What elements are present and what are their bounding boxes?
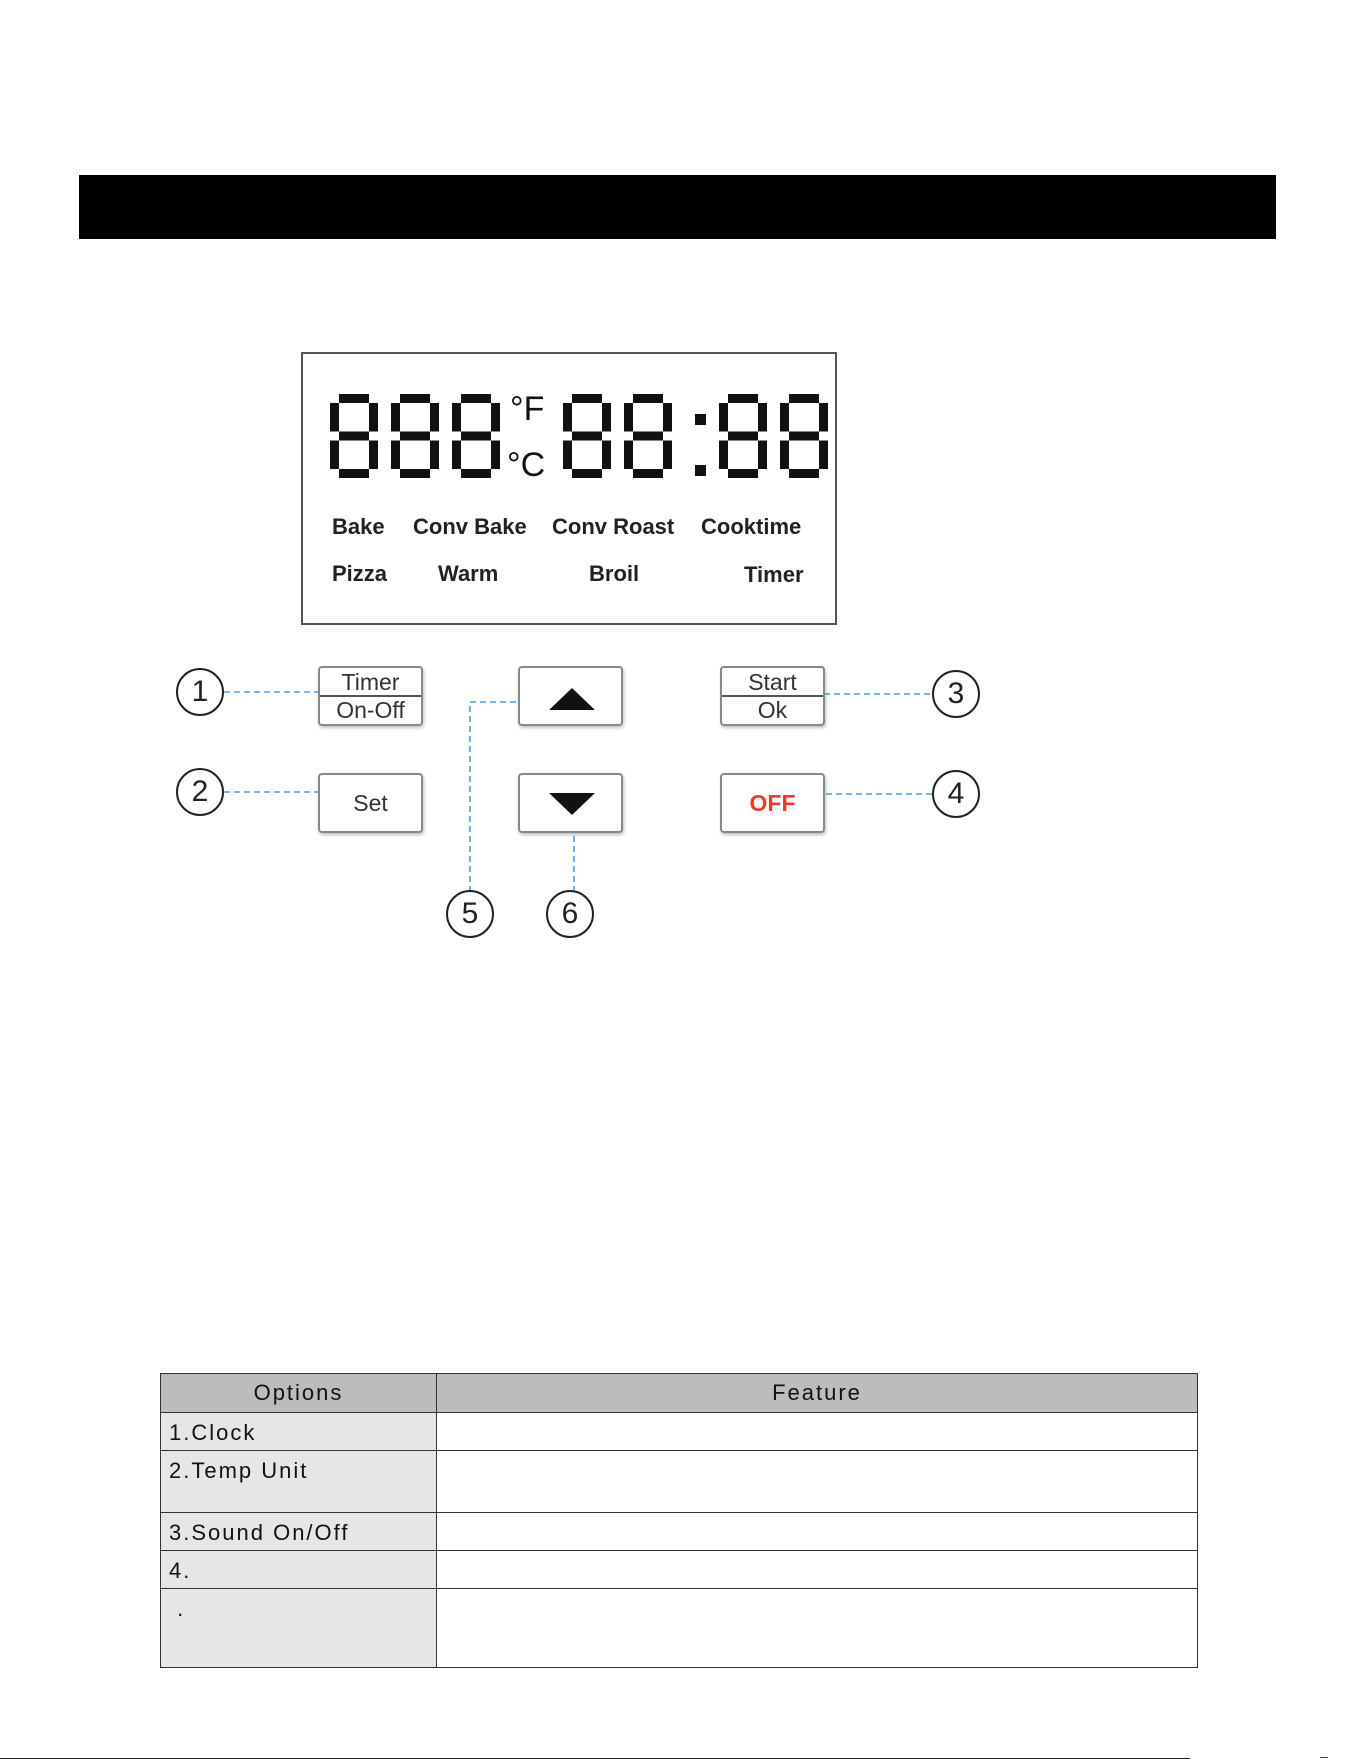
option-cell: . bbox=[161, 1589, 437, 1668]
option-cell: 4. bbox=[161, 1551, 437, 1589]
unit-celsius: °C bbox=[507, 446, 546, 484]
options-table bbox=[160, 1373, 1198, 1668]
feature-cell bbox=[437, 1551, 1198, 1589]
set-button[interactable] bbox=[318, 773, 423, 833]
mode-conv-bake: Conv Bake bbox=[413, 514, 527, 539]
feature-cell bbox=[437, 1589, 1198, 1668]
callout-3: 3 bbox=[932, 670, 980, 718]
mode-broil: Broil bbox=[589, 561, 640, 586]
unit-fahrenheit: °F bbox=[510, 390, 545, 428]
up-button[interactable] bbox=[518, 666, 623, 726]
header-feature: Feature bbox=[437, 1374, 1198, 1413]
callout-2: 2 bbox=[176, 768, 224, 816]
mode-timer: Timer bbox=[744, 562, 804, 587]
triangle-up-icon bbox=[549, 688, 595, 710]
table-row bbox=[161, 1513, 1198, 1551]
callout-6: 6 bbox=[546, 890, 594, 938]
feature-cell bbox=[437, 1513, 1198, 1551]
start-button-label: Start bbox=[748, 669, 797, 695]
footer-rule bbox=[0, 1758, 1190, 1759]
option-cell: 3.Sound On/Off bbox=[161, 1513, 437, 1551]
mode-bake: Bake bbox=[332, 514, 385, 539]
on-off-button-label: On-Off bbox=[336, 697, 405, 723]
callout-4: 4 bbox=[932, 770, 980, 818]
table-header-row bbox=[161, 1374, 1198, 1413]
callout-5: 5 bbox=[446, 890, 494, 938]
table-row bbox=[161, 1589, 1198, 1668]
triangle-down-icon bbox=[549, 793, 595, 815]
timer-button-label: Timer bbox=[341, 669, 400, 695]
header-options: Options bbox=[161, 1374, 437, 1413]
feature-cell bbox=[437, 1451, 1198, 1513]
mode-cooktime: Cooktime bbox=[701, 514, 802, 539]
table-row bbox=[161, 1413, 1198, 1451]
footer-mark bbox=[1320, 1757, 1328, 1758]
feature-cell bbox=[437, 1413, 1198, 1451]
option-cell: 2.Temp Unit bbox=[161, 1451, 437, 1513]
off-button-label: OFF bbox=[749, 790, 796, 816]
down-button[interactable] bbox=[518, 773, 623, 833]
start-ok-button[interactable] bbox=[720, 666, 825, 726]
timer-on-off-button[interactable] bbox=[318, 666, 423, 726]
mode-conv-roast: Conv Roast bbox=[552, 514, 675, 539]
mode-warm: Warm bbox=[438, 561, 499, 586]
table-row bbox=[161, 1551, 1198, 1589]
callout-1: 1 bbox=[176, 668, 224, 716]
off-button[interactable] bbox=[720, 773, 825, 833]
option-cell: 1.Clock bbox=[161, 1413, 437, 1451]
mode-pizza: Pizza bbox=[332, 561, 388, 586]
table-row bbox=[161, 1451, 1198, 1513]
set-button-label: Set bbox=[353, 790, 388, 816]
ok-button-label: Ok bbox=[757, 697, 788, 723]
